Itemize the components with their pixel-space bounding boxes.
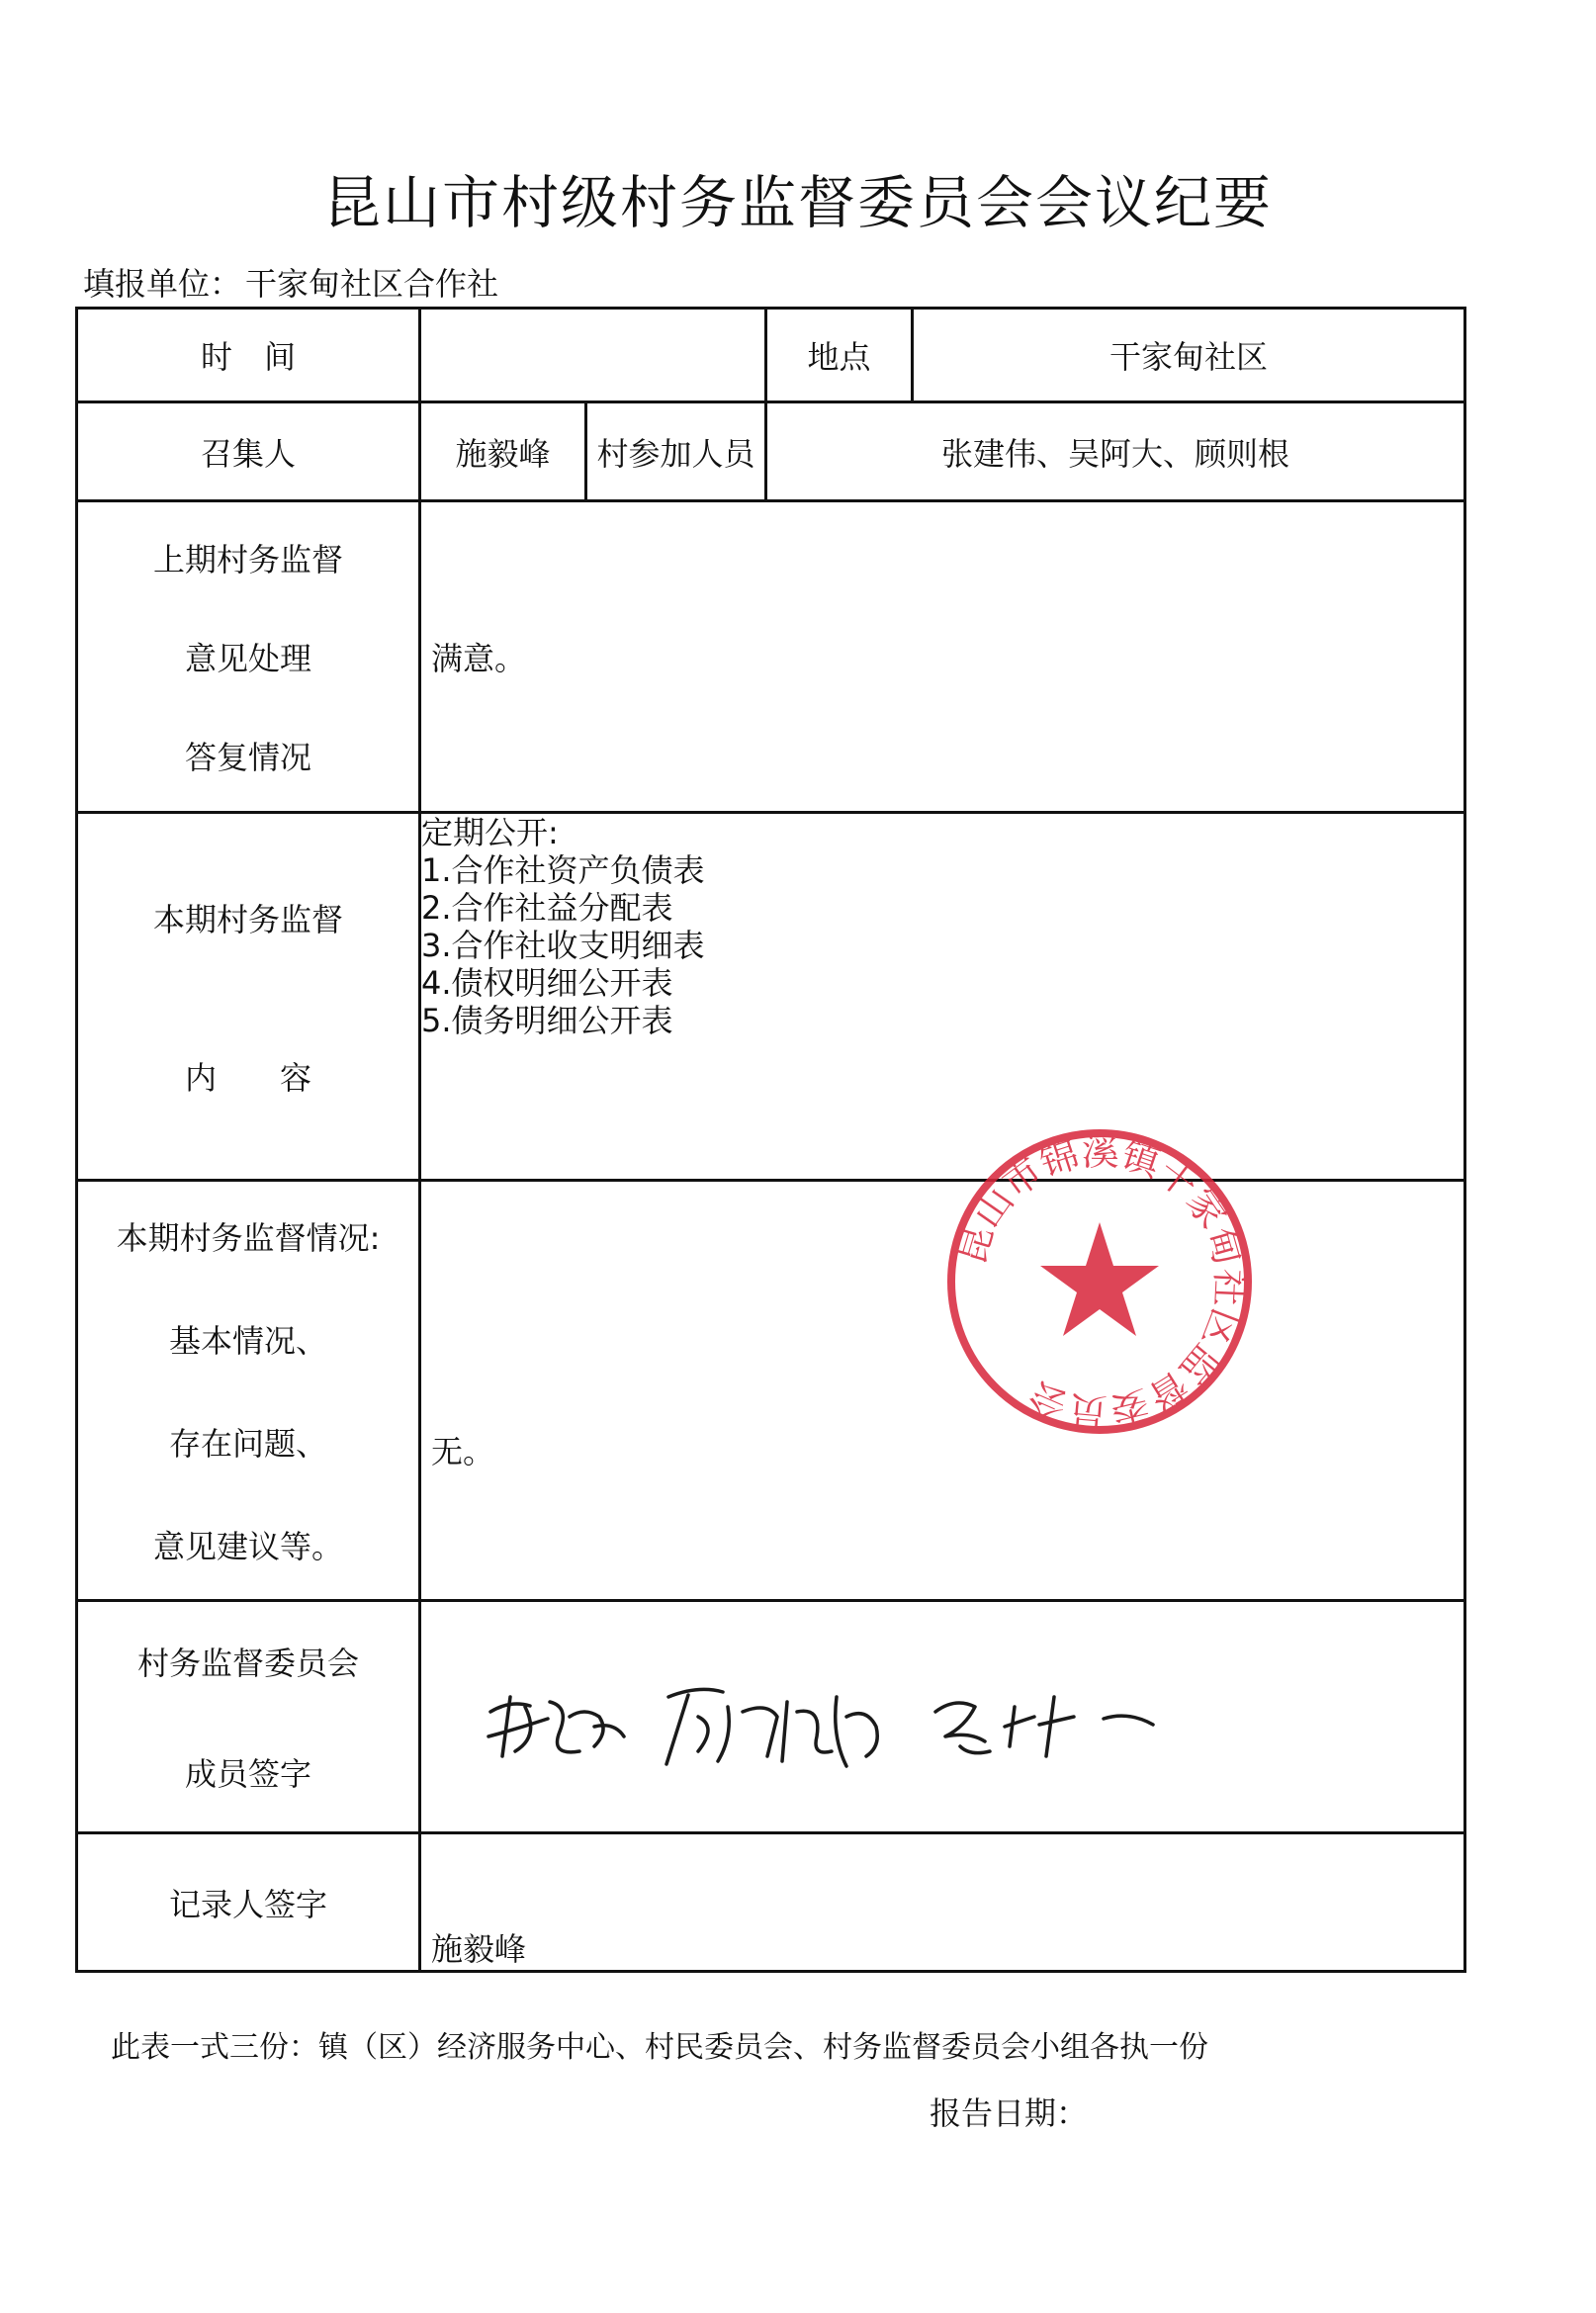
content-list-heading: 定期公开: [421,814,559,851]
current-content-label [77,813,420,1181]
convener-label: 召集人 [77,402,420,501]
row-signatures [77,1601,1465,1833]
reporting-unit-value: 干家甸社区合作社 [245,265,499,303]
content-list-item: 4.债权明细公开表 [421,964,673,1002]
previous-feedback-label-line3: 答复情况 [184,739,311,776]
member-signatures [421,1657,1463,1776]
handwritten-signatures-image [421,1657,1173,1776]
content-list-item: 5.债务明细公开表 [421,1002,673,1039]
participants-value: 张建伟、吴阿大、顾则根 [766,402,1465,501]
situation-label-line1: 本期村务监督情况: [116,1219,381,1258]
content-list-item: 2.合作社益分配表 [421,889,673,927]
signatures-label-line1: 村务监督委员会 [136,1644,359,1682]
report-date-label: 报告日期： [930,2094,1089,2132]
row-recorder [77,1833,1465,1972]
situation-label-line4: 意见建议等。 [152,1527,343,1565]
signatures-label [77,1601,420,1833]
recorder-label: 记录人签字 [77,1833,420,1972]
copies-note: 此表一式三份：镇（区）经济服务中心、村民委员会、村务监督委员会小组各执一份 [111,2030,1208,2065]
situation-value: 无。 [420,1181,1465,1601]
reporting-unit [79,259,498,305]
participants-label: 村参加人员 [586,402,766,501]
reporting-unit-label: 填报单位： [83,265,242,303]
row-time-location [77,309,1465,402]
previous-feedback-label-line2: 意见处理 [184,640,311,677]
current-content-label-line2: 内 容 [184,1058,311,1097]
official-seal-stamp [937,1119,1262,1444]
seal-star-icon [1040,1222,1159,1336]
current-content-label-line1: 本期村务监督 [152,900,343,938]
time-label: 时 间 [77,309,420,402]
situation-label [77,1181,420,1601]
document-title: 昆山市村级村务监督委员会会议纪要 [322,169,1273,236]
previous-feedback-label-line1: 上期村务监督 [152,541,343,578]
convener-value: 施毅峰 [420,402,586,501]
location-value: 干家甸社区 [913,309,1465,402]
previous-feedback-label [77,501,420,813]
signatures-area [420,1601,1465,1833]
seal-text: 昆山市锦溪镇干家甸社区监督委员会 [948,1129,1252,1435]
row-previous-feedback [77,501,1465,813]
content-list-item: 3.合作社收支明细表 [421,927,705,964]
time-value [420,309,766,402]
signatures-label-line2: 成员签字 [184,1755,311,1794]
location-label: 地点 [766,309,913,402]
row-convener [77,402,1465,501]
situation-label-line2: 基本情况、 [168,1322,327,1361]
recorder-value: 施毅峰 [420,1833,1465,1972]
content-list-item: 1.合作社资产负债表 [421,851,705,889]
situation-label-line3: 存在问题、 [168,1424,327,1463]
previous-feedback-value: 满意。 [420,501,1465,813]
